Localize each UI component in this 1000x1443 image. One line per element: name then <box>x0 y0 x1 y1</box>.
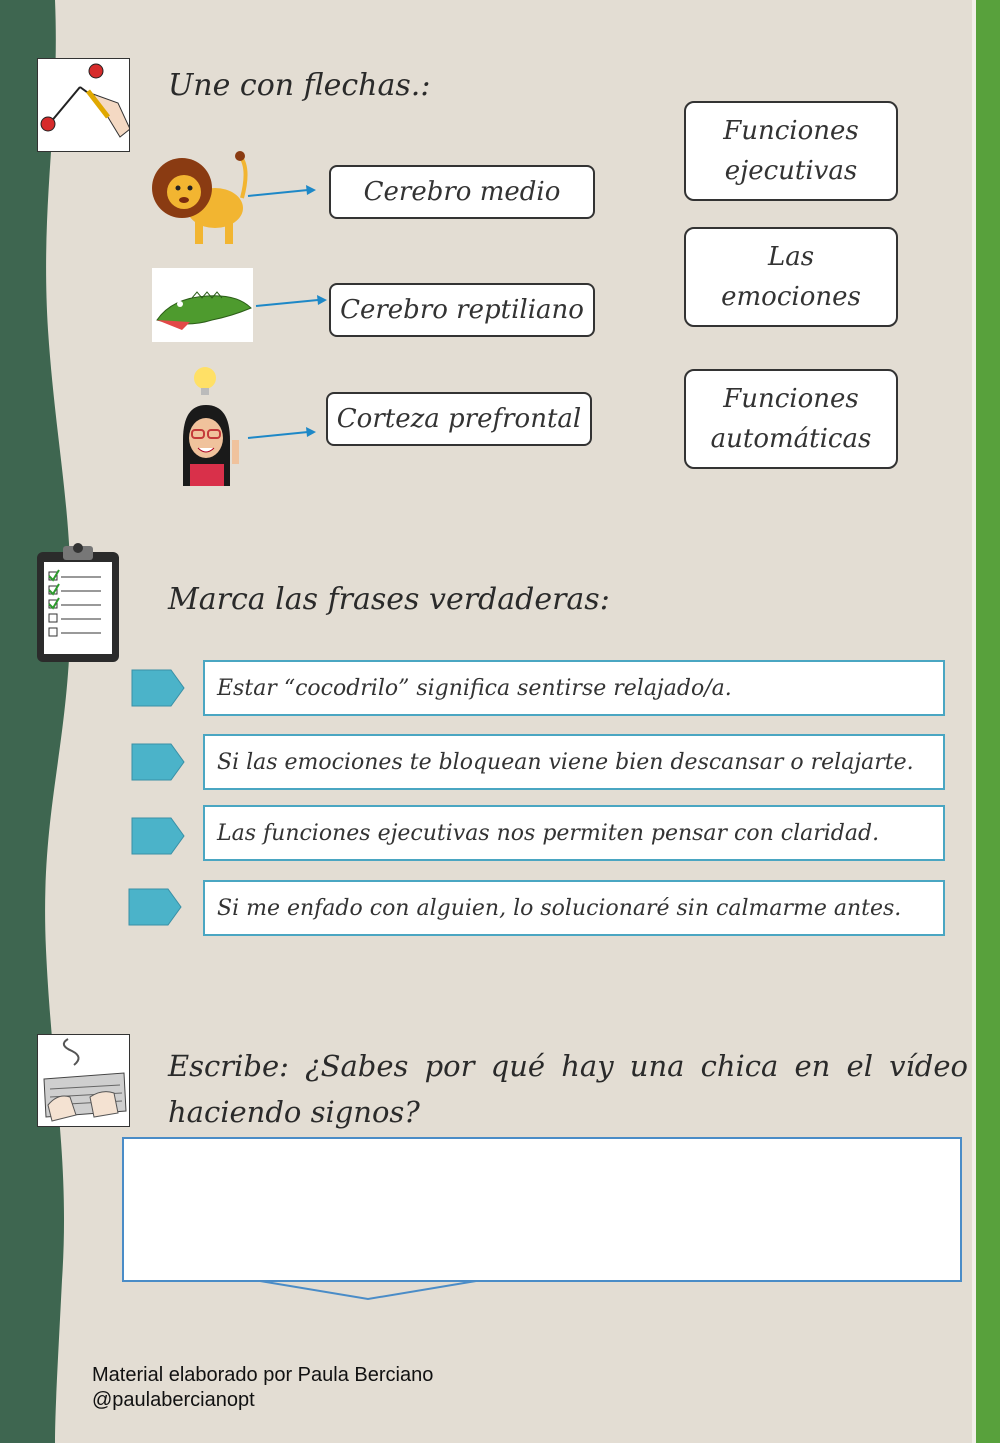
concept-3-line2: automáticas <box>710 424 872 454</box>
statement-4[interactable]: Si me enfado con alguien, lo solucionaré sin calmarme antes. <box>203 880 945 936</box>
concept-las-emociones[interactable] <box>684 227 898 327</box>
concept-2-line1: Las <box>767 242 815 272</box>
statement-2[interactable]: Si las emociones te bloquean viene bien descansar o relajarte. <box>203 734 945 790</box>
section3-title-line1: Escribe: ¿Sabes por qué hay una chica en el vídeo <box>168 1049 968 1083</box>
arrow-1-icon <box>246 182 322 202</box>
tag-1-icon <box>131 669 185 707</box>
section2-title: Marca las frases verdaderas: <box>168 582 610 617</box>
girl-idea-icon <box>178 360 248 492</box>
keyboard-typing-icon <box>37 1034 130 1127</box>
section3-title <box>168 1043 968 1135</box>
section3-title-line2: haciendo signos? <box>168 1095 420 1129</box>
answer-dropdown-pointer <box>260 1279 480 1303</box>
label-cerebro-medio[interactable]: Cerebro medio <box>329 165 595 219</box>
answer-textarea[interactable] <box>122 1137 962 1282</box>
footer-handle: @paulabercianopt <box>92 1389 255 1411</box>
statement-3[interactable]: Las funciones ejecutivas nos permiten pensar con claridad. <box>203 805 945 861</box>
footer-credits <box>92 1363 433 1413</box>
concept-2-line2: emociones <box>721 282 861 312</box>
connect-dots-icon <box>37 58 130 152</box>
crocodile-icon <box>152 268 253 346</box>
statement-1[interactable]: Estar “cocodrilo” significa sentirse relajado/a. <box>203 660 945 716</box>
concept-funciones-ejecutivas[interactable] <box>684 101 898 201</box>
clipboard-checklist-icon <box>35 540 121 668</box>
label-corteza-prefrontal[interactable]: Corteza prefrontal <box>326 392 592 446</box>
lion-icon <box>150 148 250 252</box>
tag-4-icon <box>128 888 182 926</box>
concept-1-line1: Funciones <box>723 116 859 146</box>
arrow-2-icon <box>254 292 330 312</box>
tag-3-icon <box>131 817 185 855</box>
concept-1-line2: ejecutivas <box>724 156 858 186</box>
footer-author: Material elaborado por Paula Berciano <box>92 1364 434 1386</box>
arrow-3-icon <box>246 424 322 444</box>
label-cerebro-reptiliano[interactable]: Cerebro reptiliano <box>329 283 595 337</box>
section1-title: Une con flechas.: <box>168 68 431 103</box>
concept-funciones-automaticas[interactable] <box>684 369 898 469</box>
right-green-bar <box>976 0 1000 1443</box>
tag-2-icon <box>131 743 185 781</box>
concept-3-line1: Funciones <box>723 384 859 414</box>
